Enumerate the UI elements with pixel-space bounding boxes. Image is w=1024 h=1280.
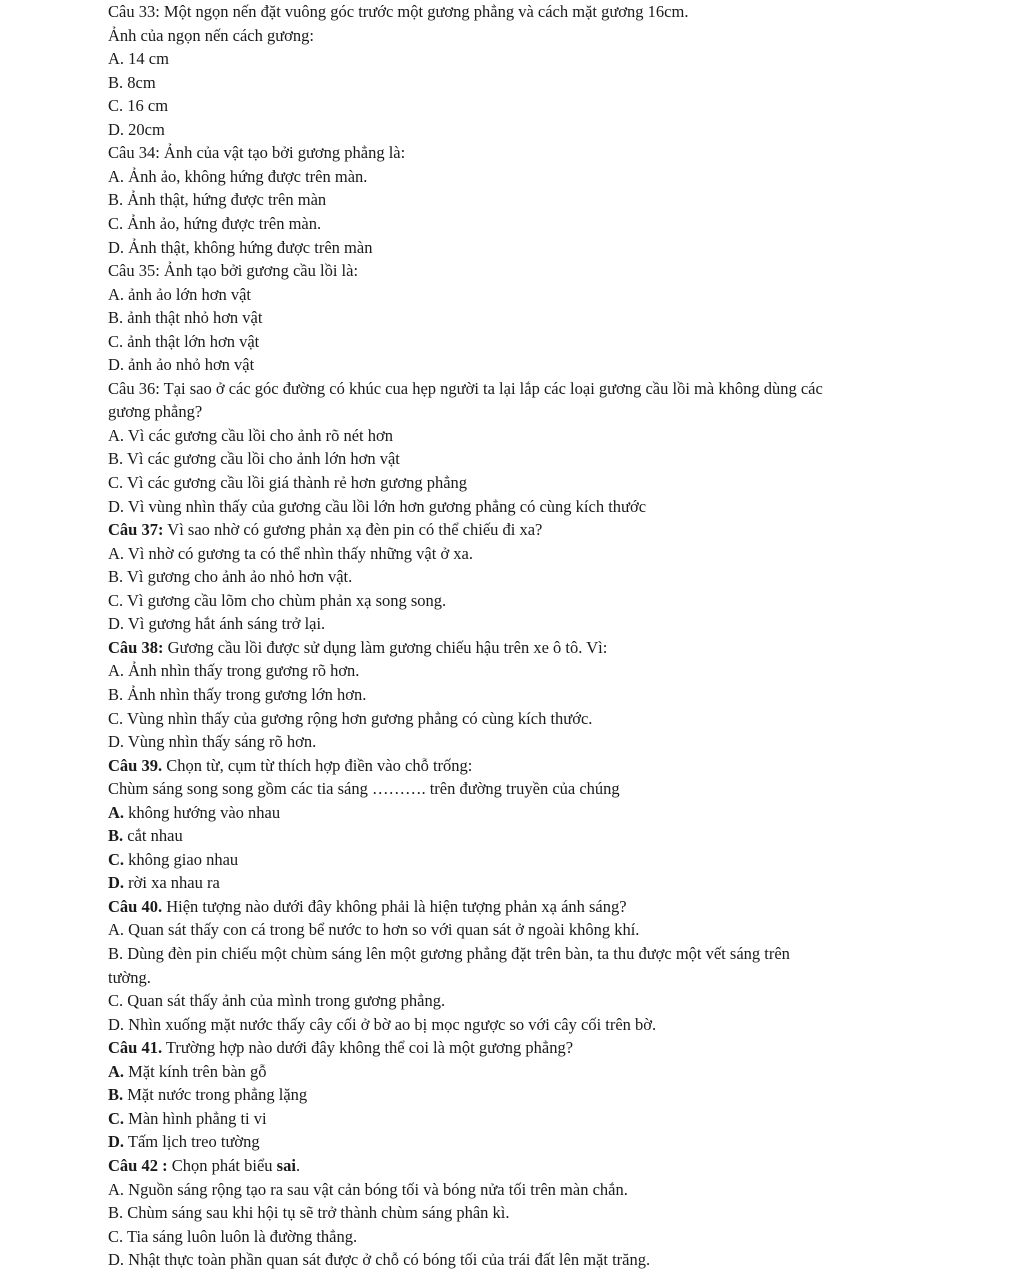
text-line	[108, 543, 473, 565]
line-text: A. Ảnh nhìn thấy trong gương rõ hơn.	[108, 661, 360, 681]
text-line	[108, 802, 280, 824]
line-text: D. Vì vùng nhìn thấy của gương cầu lồi lớn hơn gương phẳng có cùng kích thước	[108, 496, 647, 516]
text-line	[108, 1155, 300, 1177]
line-text: C. Vì gương cầu lõm cho chùm phản xạ song song.	[108, 590, 447, 610]
line-text: B. Chùm sáng sau khi hội tụ sẽ trở thành chùm sáng phân kì.	[108, 1203, 510, 1223]
text-line	[108, 1179, 628, 1201]
bold-label: D.	[108, 1132, 125, 1152]
text-line	[108, 72, 156, 94]
line-text: C. ảnh thật lớn hơn vật	[108, 331, 260, 351]
text-line	[108, 1037, 573, 1059]
text-line	[108, 1226, 357, 1248]
line-text: Vì sao nhờ có gương phản xạ đèn pin có thể chiếu đi xa?	[163, 520, 543, 540]
text-line	[108, 48, 169, 70]
line-text: Câu 34: Ảnh của vật tạo bởi gương phẳng là:	[108, 143, 406, 163]
line-text: B. Dùng đèn pin chiếu một chùm sáng lên một gương phẳng đặt trên bàn, ta thu được một vết sáng trên	[108, 944, 790, 963]
text-line	[108, 1202, 509, 1224]
line-text: C. Vì các gương cầu lồi giá thành rẻ hơn gương phẳng	[108, 473, 468, 492]
line-text: D. Nhật thực toàn phần quan sát được ở chỗ có bóng tối của trái đất lên mặt trăng.	[108, 1250, 651, 1270]
text-line	[108, 378, 823, 400]
text-line	[108, 919, 639, 941]
text-line	[108, 1249, 650, 1271]
text-line	[108, 25, 314, 47]
line-text: Câu 33: Một ngọn nến đặt vuông góc trước một gương phẳng và cách mặt gương 16cm.	[108, 2, 689, 21]
line-text: Chọn phát biểu	[167, 1155, 277, 1175]
bold-label: Câu 38:	[108, 637, 164, 657]
text-line	[108, 331, 259, 353]
bold-emphasis: sai	[276, 1155, 296, 1175]
text-line	[108, 1, 688, 23]
bold-label: C.	[108, 1108, 125, 1128]
line-text: không hướng vào nhau	[124, 802, 281, 822]
line-text: D. Nhìn xuống mặt nước thấy cây cối ở bờ ao bị mọc ngược so với cây cối trên bờ.	[108, 1014, 657, 1034]
text-line	[108, 1131, 260, 1153]
text-line	[108, 284, 251, 306]
text-line	[108, 1014, 656, 1036]
text-line	[108, 189, 326, 211]
text-line	[108, 637, 607, 659]
text-line	[108, 872, 220, 894]
text-line	[108, 943, 790, 965]
line-text: B. ảnh thật nhỏ hơn vật	[108, 308, 263, 328]
line-text: gương phẳng?	[108, 402, 203, 422]
text-line	[108, 142, 405, 164]
text-line	[108, 425, 393, 447]
bold-label: D.	[108, 873, 125, 893]
line-text: A. Ảnh ảo, không hứng được trên màn.	[108, 166, 368, 186]
line-text: Câu 36: Tại sao ở các góc đường có khúc cua hẹp người ta lại lắp các loại gương cầu lồi mà không dùng các	[108, 378, 823, 398]
line-text: B. 8cm	[108, 72, 156, 92]
text-line	[108, 896, 627, 918]
text-line	[108, 660, 359, 682]
text-line	[108, 590, 446, 612]
bold-label: Câu 42 :	[108, 1155, 168, 1175]
text-line	[108, 213, 321, 235]
text-line	[108, 119, 165, 141]
line-text-tail: .	[295, 1155, 301, 1175]
text-line	[108, 519, 542, 541]
text-line	[108, 95, 168, 117]
text-line	[108, 472, 467, 494]
line-text: D. Vì gương hắt ánh sáng trở lại.	[108, 614, 326, 634]
text-line	[108, 708, 592, 730]
bold-label: A.	[108, 1061, 125, 1081]
line-text: A. Nguồn sáng rộng tạo ra sau vật cản bóng tối và bóng nửa tối trên màn chắn.	[108, 1179, 628, 1199]
line-text: C. Quan sát thấy ảnh của mình trong gương phẳng.	[108, 991, 446, 1011]
line-text: Chùm sáng song song gồm các tia sáng ………. trên đường truyền của chúng	[108, 779, 620, 799]
line-text: C. Ảnh ảo, hứng được trên màn.	[108, 213, 322, 233]
line-text: C. 16 cm	[108, 96, 169, 116]
text-line	[108, 566, 352, 588]
bold-label: B.	[108, 1085, 124, 1105]
line-text: Trường hợp nào dưới đây không thể coi là một gương phẳng?	[162, 1038, 574, 1058]
line-text: Gương cầu lồi được sử dụng làm gương chiếu hậu trên xe ô tô. Vì:	[163, 637, 608, 657]
line-text: Câu 35: Ảnh tạo bởi gương cầu lồi là:	[108, 261, 359, 281]
line-text: Ảnh của ngọn nến cách gương:	[108, 25, 314, 45]
line-text: C. Vùng nhìn thấy của gương rộng hơn gương phẳng có cùng kích thước.	[108, 708, 593, 728]
text-line	[108, 166, 367, 188]
line-text: không giao nhau	[124, 849, 239, 869]
line-text: Màn hình phẳng ti vi	[124, 1108, 267, 1128]
text-line	[108, 1084, 307, 1106]
line-text: B. Ảnh thật, hứng được trên màn	[108, 190, 327, 210]
line-text: C. Tia sáng luôn luôn là đường thẳng.	[108, 1226, 358, 1246]
line-text: Mặt nước trong phẳng lặng	[123, 1085, 308, 1105]
text-line	[108, 237, 372, 259]
text-line	[108, 967, 151, 989]
text-line	[108, 849, 238, 871]
text-line	[108, 307, 262, 329]
line-text: B. Vì các gương cầu lồi cho ảnh lớn hơn vật	[108, 449, 400, 469]
text-line	[108, 1108, 267, 1130]
bold-label: Câu 39.	[108, 755, 163, 775]
text-line	[108, 684, 366, 706]
text-line	[108, 1061, 267, 1083]
bold-label: Câu 40.	[108, 896, 163, 916]
line-text: A. Quan sát thấy con cá trong bể nước to hơn so với quan sát ở ngoài không khí.	[108, 920, 640, 940]
line-text: A. ảnh ảo lớn hơn vật	[108, 284, 252, 304]
text-line	[108, 613, 325, 635]
line-text: D. 20cm	[108, 119, 165, 139]
line-text: Mặt kính trên bàn gỗ	[124, 1061, 267, 1081]
text-line	[108, 354, 254, 376]
line-text: B. Ảnh nhìn thấy trong gương lớn hơn.	[108, 684, 367, 704]
text-line	[108, 990, 445, 1012]
bold-label: C.	[108, 849, 125, 869]
text-line	[108, 778, 620, 800]
text-line	[108, 755, 472, 777]
line-text: Chọn từ, cụm từ thích hợp điền vào chỗ trống:	[162, 755, 473, 775]
text-line	[108, 825, 183, 847]
line-text: tường.	[108, 967, 151, 987]
line-text: cắt nhau	[123, 826, 183, 846]
line-text: A. Vì nhờ có gương ta có thể nhìn thấy những vật ở xa.	[108, 543, 473, 563]
line-text: rời xa nhau ra	[124, 873, 220, 893]
text-line	[108, 260, 358, 282]
bold-label: A.	[108, 802, 125, 822]
bold-label: Câu 41.	[108, 1038, 163, 1058]
line-text: A. 14 cm	[108, 49, 169, 69]
bold-label: Câu 37:	[108, 520, 164, 540]
line-text: Tấm lịch treo tường	[124, 1132, 260, 1152]
text-line	[108, 448, 400, 470]
line-text: D. Vùng nhìn thấy sáng rõ hơn.	[108, 732, 317, 752]
text-line	[108, 496, 646, 518]
line-text: B. Vì gương cho ảnh ảo nhỏ hơn vật.	[108, 567, 353, 587]
text-line	[108, 401, 202, 423]
line-text: D. Ảnh thật, không hứng được trên màn	[108, 237, 373, 257]
text-line	[108, 731, 316, 753]
line-text: A. Vì các gương cầu lồi cho ảnh rõ nét hơn	[108, 425, 393, 445]
bold-label: B.	[108, 826, 124, 846]
line-text: D. ảnh ảo nhỏ hơn vật	[108, 355, 255, 375]
line-text: Hiện tượng nào dưới đây không phải là hiện tượng phản xạ ánh sáng?	[162, 896, 627, 916]
